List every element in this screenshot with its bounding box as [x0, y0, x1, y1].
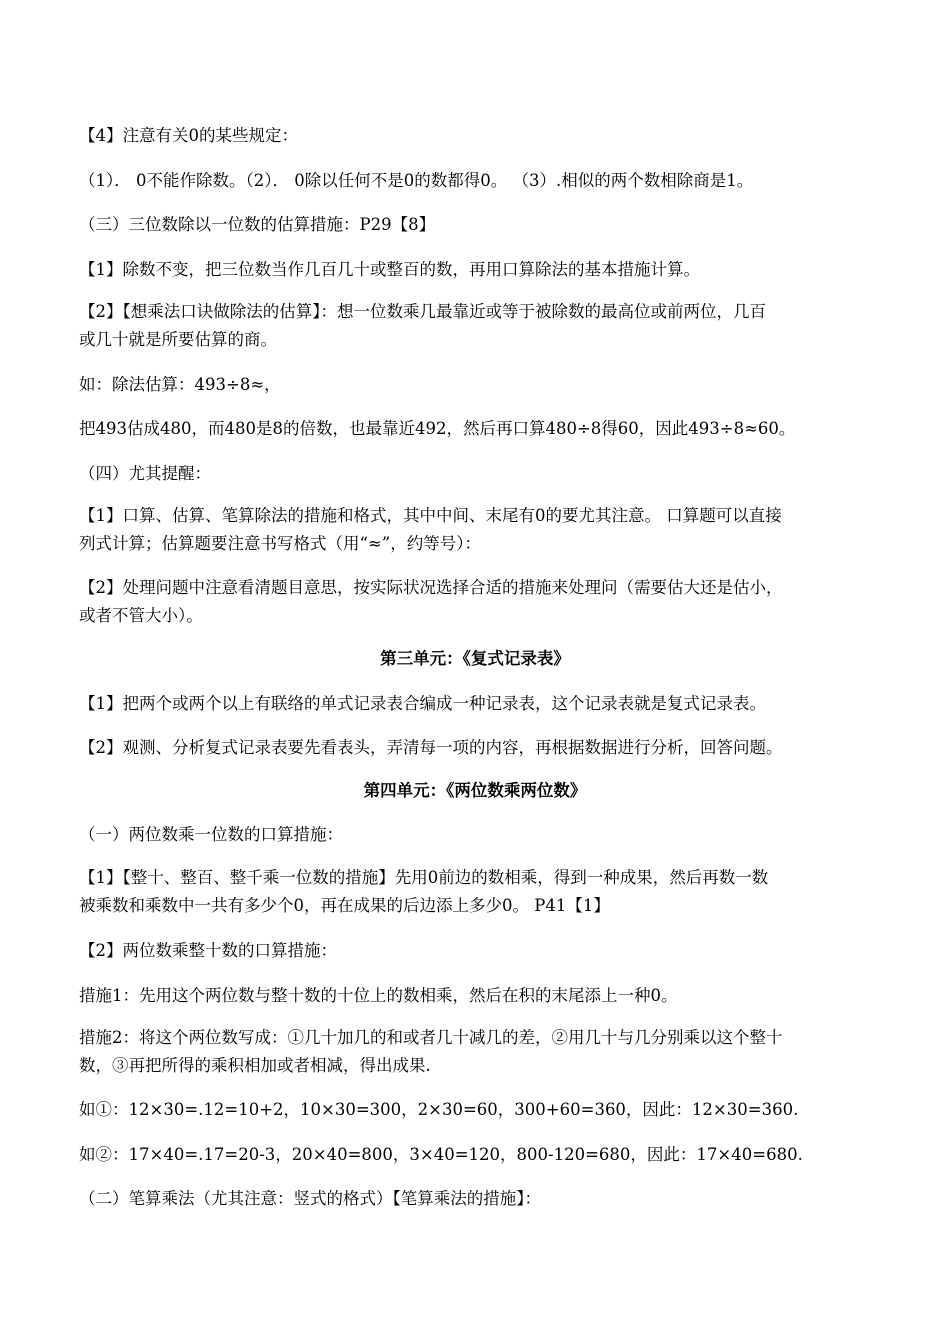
section-reminder-heading: （四）尤其提醒：: [79, 464, 211, 483]
unit-3-title: 第三单元：《复式记录表》: [380, 649, 570, 668]
example-1: 如①：12×30=.12=10+2，10×30=300，2×30=60，300+60=360，因此：12×30=360.: [79, 1100, 799, 1119]
mental-multiplication-rule-2: 【2】两位数乘整十数的口算措施：: [79, 941, 337, 960]
unit-4-title: 第四单元：《两位数乘两位数》: [363, 781, 587, 800]
rule-zero-heading: 【4】注意有关0的某些规定：: [79, 126, 298, 145]
estimation-rule-2-line-2: 或几十就是所要估算的商。: [79, 330, 277, 349]
estimation-example-detail: 把493估成480，而480是8的倍数，也最靠近492，然后再口算480÷8得60，因此493÷8≈60。: [79, 419, 796, 438]
method-2: [79, 1024, 901, 1080]
reminder-1: [79, 502, 901, 558]
section-written-multiplication-heading: （二）笔算乘法（尤其注意：竖式的格式）【笔算乘法的措施】：: [79, 1189, 541, 1208]
estimation-example-intro: 如：除法估算：493÷8≈，: [79, 375, 281, 394]
estimation-rule-2-line-1: 【2】【想乘法口诀做除法的估算】：想一位数乘几最靠近或等于被除数的最高位或前两位，几百: [79, 302, 766, 321]
estimation-rule-2: [79, 298, 901, 354]
reminder-2-line-1: 【2】处理问题中注意看清题目意思，按实际状况选择合适的措施来处理问（需要估大还是估小，: [79, 578, 783, 597]
method-2-line-2: 数，③再把所得的乘积相加或者相减，得出成果.: [79, 1056, 431, 1075]
method-2-line-1: 措施2：将这个两位数写成：①几十加几的和或者几十减几的差，②用几十与几分别乘以这个整十: [79, 1028, 783, 1047]
reminder-2-line-2: 或者不管大小）。: [79, 606, 203, 625]
mental-multiplication-rule-1: [79, 864, 901, 920]
reminder-1-line-1: 【1】口算、估算、笔算除法的措施和格式，其中中间、末尾有0的要尤其注意。 口算题可以直接: [79, 506, 782, 525]
example-2: 如②：17×40=.17=20-3，20×40=800，3×40=120，800-120=680，因此：17×40=680.: [79, 1145, 803, 1164]
section-estimation-heading: （三）三位数除以一位数的估算措施：P29【8】: [79, 215, 436, 234]
reminder-1-line-2: 列式计算；估算题要注意书写格式（用“≈”，约等号）：: [79, 534, 481, 553]
mental-multiplication-rule-1-line-1: 【1】【整十、整百、整千乘一位数的措施】先用0前边的数相乘，得到一种成果，然后再数一数: [79, 868, 769, 887]
unit-3-rule-1: 【1】把两个或两个以上有联络的单式记录表合编成一种记录表，这个记录表就是复式记录表。: [79, 694, 766, 713]
section-mental-multiplication-heading: （一）两位数乘一位数的口算措施：: [79, 825, 343, 844]
method-1: 措施1：先用这个两位数与整十数的十位上的数相乘，然后在积的末尾添上一种0。: [79, 986, 678, 1005]
estimation-rule-1: 【1】除数不变，把三位数当作几百几十或整百的数，再用口算除法的基本措施计算。: [79, 260, 700, 279]
reminder-2: [79, 574, 901, 630]
rule-zero-items: （1）． 0不能作除数。（2）． 0除以任何不是0的数都得0。 （3）.相似的两个数相除商是1。: [79, 171, 754, 190]
mental-multiplication-rule-1-line-2: 被乘数和乘数中一共有多少个0，再在成果的后边添上多少0。 P41【1】: [79, 896, 610, 915]
unit-3-rule-2: 【2】观测、分析复式记录表要先看表头，弄清每一项的内容，再根据数据进行分析，回答问题。: [79, 738, 783, 757]
